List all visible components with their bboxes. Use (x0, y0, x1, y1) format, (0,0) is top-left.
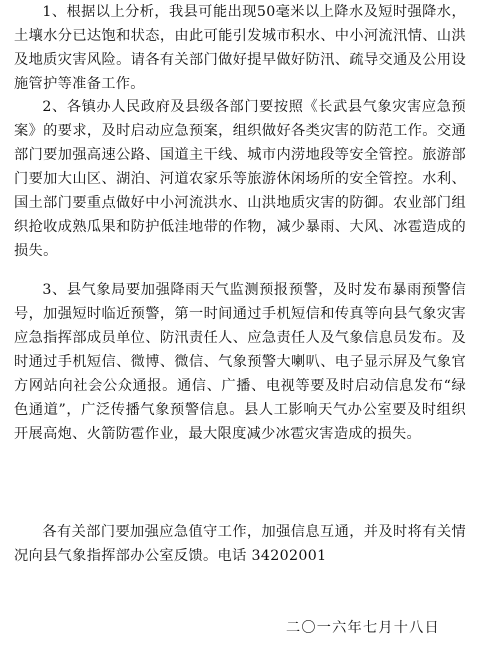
paragraph-duty-and-contact: 各有关部门要加强应急值守工作，加强信息互通，并及时将有关情况向县气象指挥部办公室反馈。电话 34202001 (14, 524, 466, 564)
document-date: 二〇一六年七月十八日 (286, 620, 440, 636)
paragraph-flood-risk-analysis: 1、根据以上分析，我县可能出现50毫米以上降水及短时强降水，土壤水分已达饱和状态，由此可能引发城市积水、中小河流汛情、山洪及地质灾害风险。请各有关部门做好提早做好防汛、疏导交通及公用设施管护等准备工作。 (14, 4, 466, 92)
paragraph-weather-bureau-warnings: 3、县气象局要加强降雨天气监测预报预警，及时发布暴雨预警信号，加强短时临近预警，第一时间通过手机短信和传真等向县气象灾害应急指挥部成员单位、防汛责任人、应急责任人及气象信息员发布。及时通过手机短信、微博、微信、气象预警大喇叭、电子显示屏及气象官方网站向社会公众通报。通信、广播、电视等要及时启动信息发布“绿色通道”，广泛传播气象预警信息。县人工影响天气办公室要及时组织开展高炮、火箭防雹作业，最大限度减少冰雹灾害造成的损失。 (14, 282, 466, 442)
paragraph-emergency-plan-measures: 2、各镇办人民政府及县级各部门要按照《长武县气象灾害应急预案》的要求，及时启动应急预案，组织做好各类灾害的防范工作。交通部门要加强高速公路、国道主干线、城市内涝地段等安全管控。旅游部门要加大山区、湖泊、河道农家乐等旅游休闲场所的安全管控。水利、国土部门要重点做好中小河流洪水、山洪地质灾害的防御。农业部门组织抢收成熟瓜果和防护低洼地带的作物，减少暴雨、大风、冰雹造成的损失。 (14, 99, 466, 259)
